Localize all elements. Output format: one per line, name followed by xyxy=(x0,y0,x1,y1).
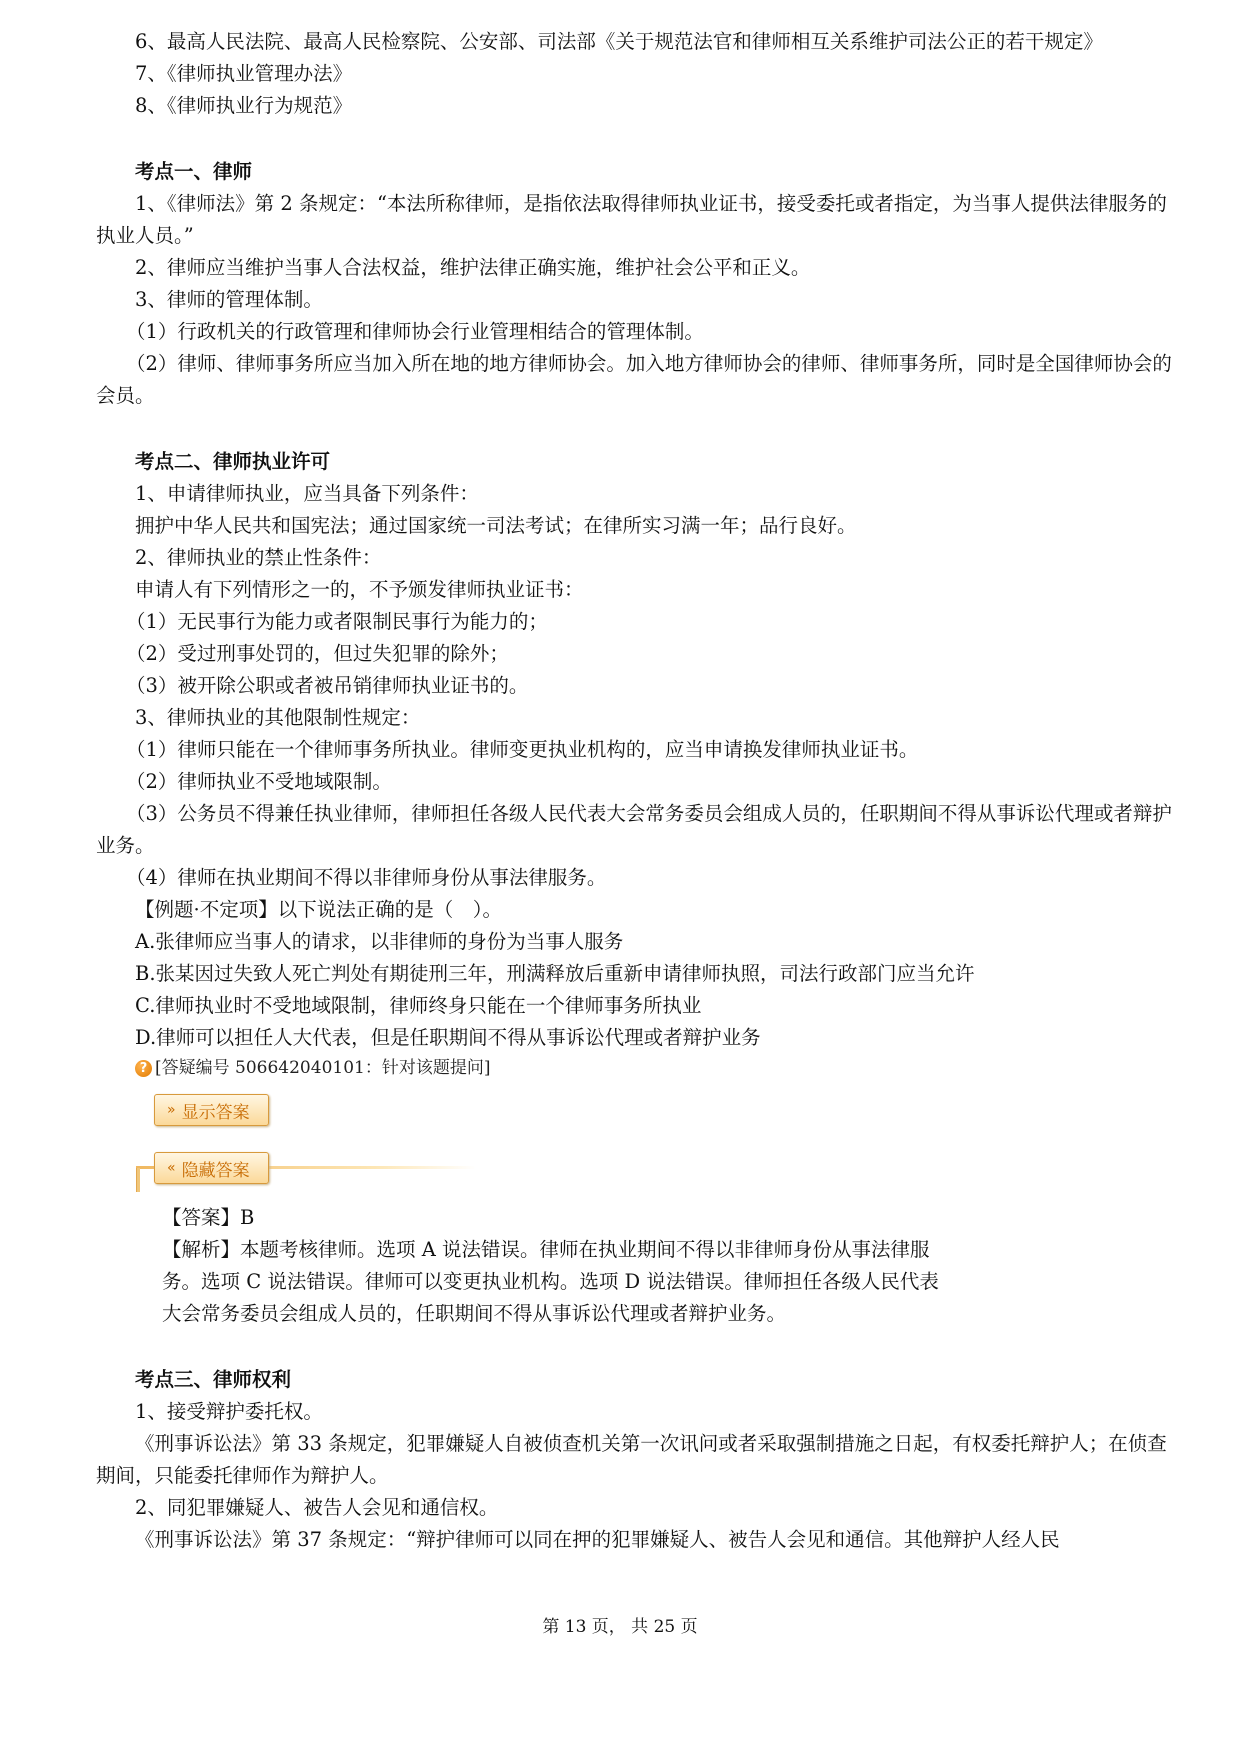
panel-frame-left xyxy=(136,1168,140,1192)
qa-reference-link[interactable] xyxy=(96,1054,1181,1082)
paragraph: （1）律师只能在一个律师事务所执业。律师变更执业机构的，应当申请换发律师执业证书。 xyxy=(126,738,919,761)
answer-text: 【答案】B xyxy=(162,1206,255,1229)
document-page xyxy=(96,26,1181,1556)
show-answer-label: 显示答案 xyxy=(181,1102,250,1123)
paragraph: 拥护中华人民共和国宪法；通过国家统一司法考试；在律所实习满一年；品行良好。 xyxy=(135,514,857,537)
paragraph: 1、《律师法》第 2 条规定：“本法所称律师，是指依法取得律师执业证书，接受委托或者指定，为当事人提供法律服务的执业人员。” xyxy=(96,192,1167,247)
paragraph: （2）律师执业不受地域限制。 xyxy=(126,770,392,793)
double-chevron-right-icon: » xyxy=(167,1102,176,1118)
paragraph: 1、申请律师执业，应当具备下列条件： xyxy=(135,482,479,505)
answer-panel xyxy=(96,1202,1181,1330)
paragraph: 3、律师执业的其他限制性规定： xyxy=(135,706,421,729)
paragraph: 2、律师应当维护当事人合法权益，维护法律正确实施，维护社会公平和正义。 xyxy=(135,256,811,279)
show-answer-button[interactable] xyxy=(154,1094,269,1126)
paragraph: 申请人有下列情形之一的，不予颁发律师执业证书： xyxy=(135,578,584,601)
intro-item-6: 6、最高人民法院、最高人民检察院、公安部、司法部《关于规范法官和律师相互关系维护司法公正的若干规定》 xyxy=(135,30,1103,53)
intro-item-7: 7、《律师执业管理办法》 xyxy=(135,62,353,85)
paragraph: （3）被开除公职或者被吊销律师执业证书的。 xyxy=(126,674,529,697)
hide-answer-button[interactable] xyxy=(154,1152,269,1184)
page-footer: 第 13 页， 共 25 页 xyxy=(542,1617,698,1637)
option-a: A.张律师应当事人的请求，以非律师的身份为当事人服务 xyxy=(135,930,624,953)
paragraph: （2）律师、律师事务所应当加入所在地的地方律师协会。加入地方律师协会的律师、律师事务所，同时是全国律师协会的会员。 xyxy=(96,352,1172,407)
qa-reference-text[interactable]: [答疑编号 506642040101：针对该题提问] xyxy=(155,1058,491,1078)
show-answer-wrap xyxy=(96,1094,1181,1126)
intro-item-8: 8、《律师执业行为规范》 xyxy=(135,94,353,117)
paragraph: 《刑事诉讼法》第 37 条规定：“辩护律师可以同在押的犯罪嫌疑人、被告人会见和通信。其他辩护人经人民 xyxy=(135,1528,1060,1551)
double-chevron-up-icon: « xyxy=(167,1160,176,1176)
option-c: C.律师执业时不受地域限制，律师终身只能在一个律师事务所执业 xyxy=(135,994,702,1017)
paragraph: （1）行政机关的行政管理和律师协会行业管理相结合的管理体制。 xyxy=(126,320,704,343)
paragraph: （4）律师在执业期间不得以非律师身份从事法律服务。 xyxy=(126,866,607,889)
question-icon: ? xyxy=(135,1060,152,1077)
paragraph: 1、接受辩护委托权。 xyxy=(135,1400,323,1423)
example-stem: 【例题·不定项】以下说法正确的是（ ）。 xyxy=(135,898,502,921)
section-heading-2: 考点二、律师执业许可 xyxy=(135,450,331,473)
explanation-text: 【解析】本题考核律师。选项 A 说法错误。律师在执业期间不得以非律师身份从事法律服务。选项 C 说法错误。律师可以变更执业机构。选项 D 说法错误。律师担任各级人民代表大会常务委员会组成人员的，任职期间不得从事诉讼代理或者辩护业务。 xyxy=(162,1238,939,1325)
paragraph: （2）受过刑事处罚的，但过失犯罪的除外； xyxy=(126,642,509,665)
paragraph: （1）无民事行为能力或者限制民事行为能力的； xyxy=(126,610,548,633)
paragraph: 《刑事诉讼法》第 33 条规定，犯罪嫌疑人自被侦查机关第一次讯问或者采取强制措施之日起，有权委托辩护人；在侦查期间，只能委托律师作为辩护人。 xyxy=(96,1432,1167,1487)
option-b: B.张某因过失致人死亡判处有期徒刑三年，刑满释放后重新申请律师执照，司法行政部门应当允许 xyxy=(135,962,975,985)
answer-panel-header xyxy=(136,1152,1181,1196)
paragraph: 2、同犯罪嫌疑人、被告人会见和通信权。 xyxy=(135,1496,499,1519)
option-d: D.律师可以担任人大代表，但是任职期间不得从事诉讼代理或者辩护业务 xyxy=(135,1026,761,1049)
section-heading-3: 考点三、律师权利 xyxy=(135,1368,292,1391)
paragraph: 2、律师执业的禁止性条件： xyxy=(135,546,382,569)
hide-answer-label: 隐藏答案 xyxy=(181,1160,250,1181)
paragraph: 3、律师的管理体制。 xyxy=(135,288,323,311)
section-heading-1: 考点一、律师 xyxy=(135,160,253,183)
paragraph: （3）公务员不得兼任执业律师，律师担任各级人民代表大会常务委员会组成人员的，任职期间不得从事诉讼代理或者辩护业务。 xyxy=(96,802,1172,857)
